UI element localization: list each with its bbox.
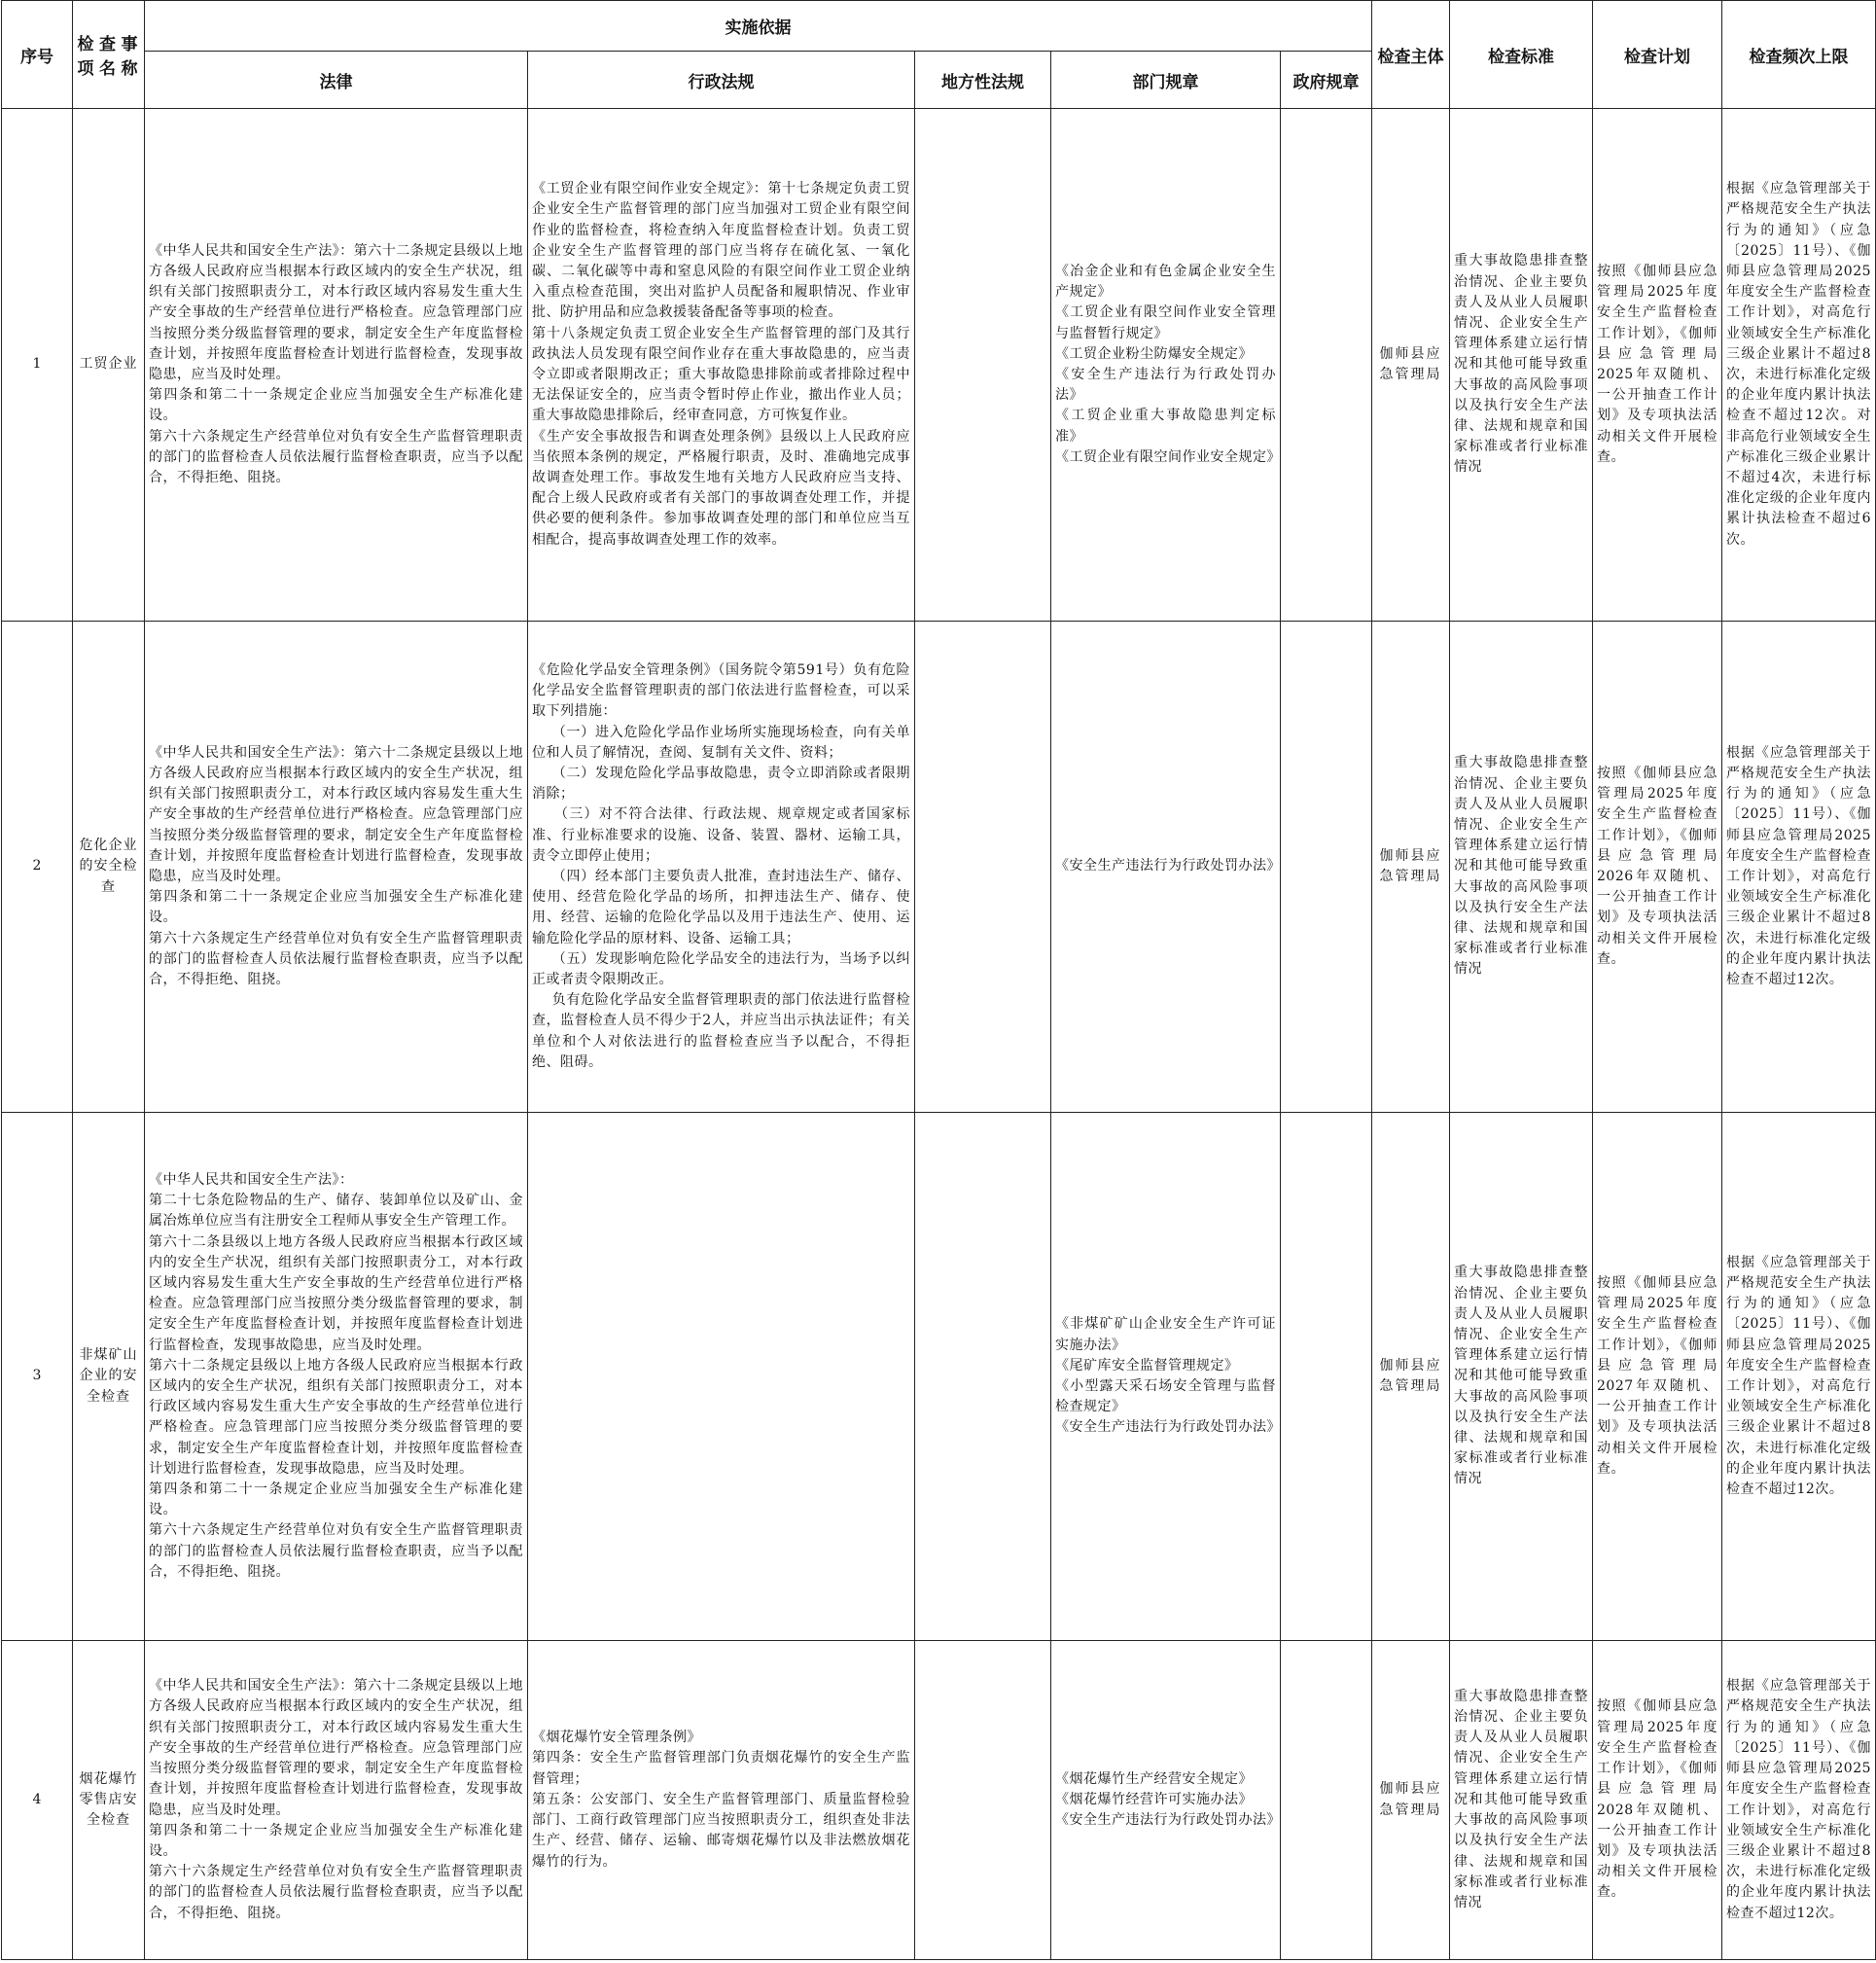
header-limit: 检查频次上限 <box>1722 1 1876 109</box>
row-plan: 按照《伽师县应急管理局2025年度安全生产监督检查工作计划》，《伽师县应急管理局2026年双随机、一公开抽查工作计划》及专项执法活动相关文件开展检查。 <box>1593 622 1722 1113</box>
row-limit: 根据《应急管理部关于严格规范安全生产执法行为的通知》（应急〔2025〕11号）、《伽师县应急管理局2025年度安全生产监督检查工作计划》，对高危行业领域安全生产标准化三级企业累计不超过8次，未进行标准化定级的企业年度内累计执法检查不超过12次。对非高危行业领域安全生产标准化三级企业累计不超过4次，未进行标准化定级的企业年度内累计执法检查不超过6次。 <box>1722 109 1876 622</box>
row-plan: 按照《伽师县应急管理局2025年度安全生产监督检查工作计划》，《伽师县应急管理局2025年双随机、一公开抽查工作计划》及专项执法活动相关文件开展检查。 <box>1593 109 1722 622</box>
row-local <box>915 1641 1051 1960</box>
row-limit: 根据《应急管理部关于严格规范安全生产执法行为的通知》（应急〔2025〕11号）、《伽师县应急管理局2025年度安全生产监督检查工作计划》，对高危行业领域安全生产标准化三级企业累计不超过8次，未进行标准化定级的企业年度内累计执法检查不超过12次。 <box>1722 1641 1876 1960</box>
header-basis: 实施依据 <box>145 1 1372 52</box>
row-subject: 伽师县应急管理局 <box>1372 622 1450 1113</box>
header-plan: 检查计划 <box>1593 1 1722 109</box>
row-plan: 按照《伽师县应急管理局2025年度安全生产监督检查工作计划》，《伽师县应急管理局2028年双随机、一公开抽查工作计划》及专项执法活动相关文件开展检查。 <box>1593 1641 1722 1960</box>
table-row <box>2 1113 1876 1641</box>
row-admin: 《危险化学品安全管理条例》（国务院令第591号）负有危险化学品安全监督管理职责的部门依法进行监督检查，可以采取下列措施： （一）进入危险化学品作业场所实施现场检查，向有关单位和人员了解情况，查阅、复制有关文件、资料； （二）发现危险化学品事故隐患，责令立即消除或者限期消除； （三）对不符合法律、行政法规、规章规定或者国家标准、行业标准要求的设施、设备、装置、器材、运输工具，责令立即停止使用； （四）经本部门主要负责人批准，查封违法生产、储存、使用、经营危险化学品的场所，扣押违法生产、储存、使用、经营、运输的危险化学品以及用于违法生产、使用、运输危险化学品的原材料、设备、运输工具； （五）发现影响危险化学品安全的违法行为，当场予以纠正或者责令限期改正。 负有危险化学品安全监督管理职责的部门依法进行监督检查，监督检查人员不得少于2人，并应当出示执法证件；有关单位和个人对依法进行的监督检查应当予以配合，不得拒绝、阻碍。 <box>528 622 915 1113</box>
row-gov <box>1281 109 1372 622</box>
row-seq: 3 <box>2 1113 73 1641</box>
header-law: 法律 <box>145 52 528 109</box>
row-law: 《中华人民共和国安全生产法》：第六十二条规定县级以上地方各级人民政府应当根据本行政区域内的安全生产状况，组织有关部门按照职责分工，对本行政区域内容易发生重大生产安全事故的生产经营单位进行严格检查。应急管理部门应当按照分类分级监督管理的要求，制定安全生产年度监督检查计划，并按照年度监督检查计划进行监督检查，发现事故隐患，应当及时处理。 第四条和第二十一条规定企业应当加强安全生产标准化建设。 第六十六条规定生产经营单位对负有安全生产监督管理职责的部门的监督检查人员依法履行监督检查职责，应当予以配合，不得拒绝、阻挠。 <box>145 109 528 622</box>
row-seq: 1 <box>2 109 73 622</box>
row-dept: 《安全生产违法行为行政处罚办法》 <box>1051 622 1281 1113</box>
row-law: 《中华人民共和国安全生产法》：第六十二条规定县级以上地方各级人民政府应当根据本行政区域内的安全生产状况，组织有关部门按照职责分工，对本行政区域内容易发生重大生产安全事故的生产经营单位进行严格检查。应急管理部门应当按照分类分级监督管理的要求，制定安全生产年度监督检查计划，并按照年度监督检查计划进行监督检查，发现事故隐患，应当及时处理。 第四条和第二十一条规定企业应当加强安全生产标准化建设。 第六十六条规定生产经营单位对负有安全生产监督管理职责的部门的监督检查人员依法履行监督检查职责，应当予以配合，不得拒绝、阻挠。 <box>145 622 528 1113</box>
header-local: 地方性法规 <box>915 52 1051 109</box>
header-admin: 行政法规 <box>528 52 915 109</box>
row-seq: 2 <box>2 622 73 1113</box>
inspection-items-table <box>1 0 1876 1960</box>
header-gov: 政府规章 <box>1281 52 1372 109</box>
row-gov <box>1281 622 1372 1113</box>
row-subject: 伽师县应急管理局 <box>1372 109 1450 622</box>
row-limit: 根据《应急管理部关于严格规范安全生产执法行为的通知》（应急〔2025〕11号）、《伽师县应急管理局2025年度安全生产监督检查工作计划》，对高危行业领域安全生产标准化三级企业累计不超过8次，未进行标准化定级的企业年度内累计执法检查不超过12次。 <box>1722 1113 1876 1641</box>
row-local <box>915 109 1051 622</box>
row-subject: 伽师县应急管理局 <box>1372 1641 1450 1960</box>
row-law: 《中华人民共和国安全生产法》：第六十二条规定县级以上地方各级人民政府应当根据本行政区域内的安全生产状况，组织有关部门按照职责分工，对本行政区域内容易发生重大生产安全事故的生产经营单位进行严格检查。应急管理部门应当按照分类分级监督管理的要求，制定安全生产年度监督检查计划，并按照年度监督检查计划进行监督检查，发现事故隐患，应当及时处理。 第四条和第二十一条规定企业应当加强安全生产标准化建设。 第六十六条规定生产经营单位对负有安全生产监督管理职责的部门的监督检查人员依法履行监督检查职责，应当予以配合，不得拒绝、阻挠。 <box>145 1641 528 1960</box>
header-item-name: 检查事项名称 <box>73 1 145 109</box>
row-local <box>915 622 1051 1113</box>
row-standard: 重大事故隐患排查整治情况、企业主要负责人及从业人员履职情况、企业安全生产管理体系建立运行情况和其他可能导致重大事故的高风险事项以及执行安全生产法律、法规和规章和国家标准或者行业标准情况 <box>1450 1113 1593 1641</box>
row-gov <box>1281 1641 1372 1960</box>
row-dept: 《烟花爆竹生产经营安全规定》 《烟花爆竹经营许可实施办法》 《安全生产违法行为行政处罚办法》 <box>1051 1641 1281 1960</box>
row-law: 《中华人民共和国安全生产法》： 第二十七条危险物品的生产、储存、装卸单位以及矿山、金属冶炼单位应当有注册安全工程师从事安全生产管理工作。 第六十二条县级以上地方各级人民政府应当根据本行政区域内的安全生产状况，组织有关部门按照职责分工，对本行政区域内容易发生重大生产安全事故的生产经营单位进行严格检查。应急管理部门应当按照分类分级监督管理的要求，制定安全生产年度监督检查计划，并按照年度监督检查计划进行监督检查，发现事故隐患，应当及时处理。 第六十二条规定县级以上地方各级人民政府应当根据本行政区域内的安全生产状况，组织有关部门按照职责分工，对本行政区域内容易发生重大生产安全事故的生产经营单位进行严格检查。应急管理部门应当按照分类分级监督管理的要求，制定安全生产年度监督检查计划，并按照年度监督检查计划进行监督检查，发现事故隐患，应当及时处理。 第四条和第二十一条规定企业应当加强安全生产标准化建设。 第六十六条规定生产经营单位对负有安全生产监督管理职责的部门的监督检查人员依法履行监督检查职责，应当予以配合，不得拒绝、阻挠。 <box>145 1113 528 1641</box>
row-admin: 《烟花爆竹安全管理条例》 第四条：安全生产监督管理部门负责烟花爆竹的安全生产监督管理； 第五条：公安部门、安全生产监督管理部门、质量监督检验部门、工商行政管理部门应当按照职责分工，组织查处非法生产、经营、储存、运输、邮寄烟花爆竹以及非法燃放烟花爆竹的行为。 <box>528 1641 915 1960</box>
header-dept: 部门规章 <box>1051 52 1281 109</box>
row-local <box>915 1113 1051 1641</box>
row-limit: 根据《应急管理部关于严格规范安全生产执法行为的通知》（应急〔2025〕11号）、《伽师县应急管理局2025年度安全生产监督检查工作计划》，对高危行业领域安全生产标准化三级企业累计不超过8次，未进行标准化定级的企业年度内累计执法检查不超过12次。 <box>1722 622 1876 1113</box>
row-standard: 重大事故隐患排查整治情况、企业主要负责人及从业人员履职情况、企业安全生产管理体系建立运行情况和其他可能导致重大事故的高风险事项以及执行安全生产法律、法规和规章和国家标准或者行业标准情况 <box>1450 1641 1593 1960</box>
table-row <box>2 1641 1876 1960</box>
header-subject: 检查主体 <box>1372 1 1450 109</box>
header-seq: 序号 <box>2 1 73 109</box>
row-subject: 伽师县应急管理局 <box>1372 1113 1450 1641</box>
row-plan: 按照《伽师县应急管理局2025年度安全生产监督检查工作计划》，《伽师县应急管理局2027年双随机、一公开抽查工作计划》及专项执法活动相关文件开展检查。 <box>1593 1113 1722 1641</box>
table-row <box>2 622 1876 1113</box>
row-standard: 重大事故隐患排查整治情况、企业主要负责人及从业人员履职情况、企业安全生产管理体系建立运行情况和其他可能导致重大事故的高风险事项以及执行安全生产法律、法规和规章和国家标准或者行业标准情况 <box>1450 622 1593 1113</box>
row-dept: 《非煤矿矿山企业安全生产许可证实施办法》 《尾矿库安全监督管理规定》 《小型露天采石场安全管理与监督检查规定》 《安全生产违法行为行政处罚办法》 <box>1051 1113 1281 1641</box>
row-item-name: 危化企业的安全检查 <box>73 622 145 1113</box>
row-item-name: 烟花爆竹零售店安全检查 <box>73 1641 145 1960</box>
row-admin: 《工贸企业有限空间作业安全规定》：第十七条规定负责工贸企业安全生产监督管理的部门应当加强对工贸企业有限空间作业的监督检查，将检查纳入年度监督检查计划。负责工贸企业安全生产监督管理的部门应当将存在硫化氢、一氧化碳、二氧化碳等中毒和窒息风险的有限空间作业工贸企业纳入重点检查范围，突出对监护人员配备和履职情况、作业审批、防护用品和应急救援装备配备等事项的检查。 第十八条规定负责工贸企业安全生产监督管理的部门及其行政执法人员发现有限空间作业存在重大事故隐患的，应当责令立即或者限期改正；重大事故隐患排除前或者排除过程中无法保证安全的，应当责令暂时停止作业，撤出作业人员；重大事故隐患排除后，经审查同意，方可恢复作业。 《生产安全事故报告和调查处理条例》县级以上人民政府应当依照本条例的规定，严格履行职责，及时、准确地完成事故调查处理工作。事故发生地有关地方人民政府应当支持、配合上级人民政府或者有关部门的事故调查处理工作，并提供必要的便利条件。参加事故调查处理的部门和单位应当互相配合，提高事故调查处理工作的效率。 <box>528 109 915 622</box>
row-admin <box>528 1113 915 1641</box>
row-item-name: 工贸企业 <box>73 109 145 622</box>
row-seq: 4 <box>2 1641 73 1960</box>
row-gov <box>1281 1113 1372 1641</box>
row-standard: 重大事故隐患排查整治情况、企业主要负责人及从业人员履职情况、企业安全生产管理体系建立运行情况和其他可能导致重大事故的高风险事项以及执行安全生产法律、法规和规章和国家标准或者行业标准情况 <box>1450 109 1593 622</box>
row-dept: 《冶金企业和有色金属企业安全生产规定》 《工贸企业有限空间作业安全管理与监督暂行规定》 《工贸企业粉尘防爆安全规定》 《安全生产违法行为行政处罚办法》 《工贸企业重大事故隐患判定标准》 《工贸企业有限空间作业安全规定》 <box>1051 109 1281 622</box>
row-item-name: 非煤矿山企业的安全检查 <box>73 1113 145 1641</box>
table-row <box>2 109 1876 622</box>
header-standard: 检查标准 <box>1450 1 1593 109</box>
